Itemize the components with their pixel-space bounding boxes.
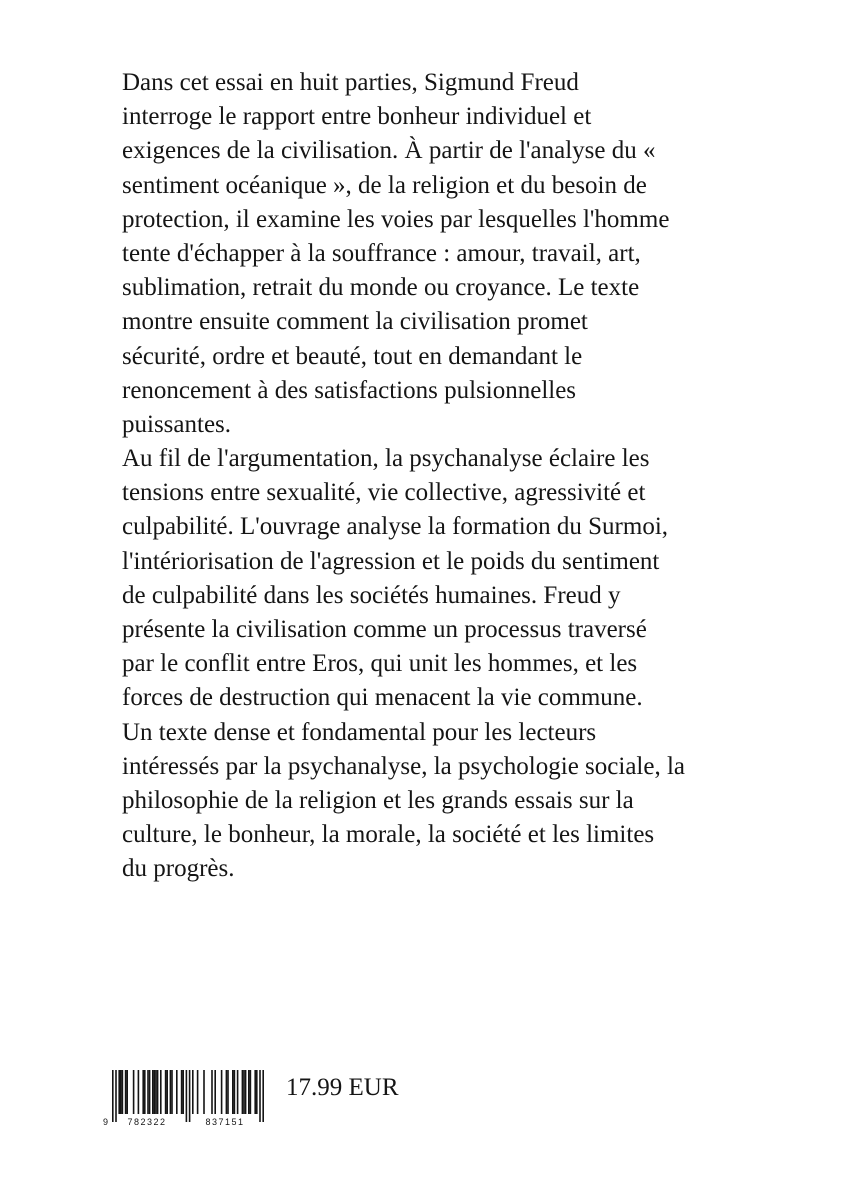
- text-line: culture, le bonheur, la morale, la société et les limites: [122, 821, 655, 849]
- barcode-bar: [186, 1070, 188, 1122]
- barcode-bar: [245, 1070, 247, 1114]
- barcode-bar: [157, 1070, 159, 1114]
- barcode-bar: [155, 1070, 157, 1114]
- barcode-bar: [250, 1070, 252, 1114]
- barcode-bar: [147, 1070, 149, 1114]
- text-line: exigences de la civilisation. À partir de l'analyse du «: [122, 137, 656, 165]
- barcode-bar: [170, 1070, 172, 1114]
- barcode-right-digits: 837151: [205, 1117, 245, 1127]
- barcode-lead-digit: 9: [103, 1117, 109, 1127]
- paragraph-3: [122, 716, 722, 887]
- text-line: sécurité, ordre et beauté, tout en demandant le: [122, 342, 583, 370]
- text-line: du progrès.: [122, 855, 235, 883]
- barcode-bar: [243, 1070, 245, 1114]
- barcode-bar: [227, 1070, 229, 1114]
- barcode-bar: [171, 1070, 173, 1114]
- barcode-bar: [138, 1070, 140, 1114]
- barcode-bar: [221, 1070, 223, 1114]
- text-line: de culpabilité dans les sociétés humaines. Freud y: [122, 581, 621, 609]
- barcode-bar: [211, 1070, 213, 1114]
- barcode-bar: [125, 1070, 127, 1114]
- barcode-bar: [166, 1070, 168, 1114]
- text-line: protection, il examine les voies par lesquelles l'homme: [122, 205, 670, 233]
- barcode-bar: [142, 1070, 144, 1114]
- barcode-bar: [234, 1070, 236, 1114]
- text-line: intéressés par la psychanalyse, la psychologie sociale, la: [122, 752, 686, 780]
- barcode-bar: [126, 1070, 128, 1114]
- text-line: sublimation, retrait du monde ou croyance. Le texte: [122, 274, 640, 302]
- barcode-bar: [242, 1070, 244, 1114]
- barcode-bar: [118, 1070, 120, 1114]
- barcode-bar: [214, 1070, 216, 1114]
- price-label: 17.99 EUR: [286, 1074, 399, 1101]
- barcode-bar: [133, 1070, 135, 1114]
- barcode-bar: [160, 1070, 162, 1114]
- text-line: montre ensuite comment la civilisation promet: [122, 308, 588, 336]
- barcode-bar: [248, 1070, 250, 1114]
- text-line: tente d'échapper à la souffrance : amour, travail, art,: [122, 239, 641, 267]
- barcode-bar: [256, 1070, 258, 1114]
- barcode-bar: [226, 1070, 228, 1114]
- barcode-bar: [189, 1070, 191, 1122]
- barcode-bar: [152, 1070, 154, 1114]
- barcode-bar: [182, 1070, 184, 1114]
- text-line: sentiment océanique », de la religion et du besoin de: [122, 171, 647, 199]
- barcode-bar: [154, 1070, 156, 1114]
- text-line: renoncement à des satisfactions pulsionnelles: [122, 376, 577, 404]
- text-line: Au fil de l'argumentation, la psychanalyse éclaire les: [122, 445, 650, 473]
- barcode-bar: [115, 1070, 117, 1122]
- barcode-bar: [176, 1070, 178, 1114]
- barcode-bar: [254, 1070, 256, 1114]
- text-line: forces de destruction qui menacent la vie commune.: [122, 684, 643, 712]
- barcode-bar: [232, 1070, 234, 1114]
- description-text: [122, 66, 722, 887]
- barcode-bar: [203, 1070, 205, 1114]
- barcode-bar: [262, 1070, 264, 1122]
- barcode-bars: [112, 1070, 264, 1122]
- barcode-bar: [197, 1070, 199, 1114]
- barcode-bar: [237, 1070, 239, 1114]
- paragraph-2: [122, 442, 722, 716]
- barcode-bar: [144, 1070, 146, 1114]
- text-line: Un texte dense et fondamental pour les lecteurs: [122, 718, 597, 746]
- barcode-bar: [165, 1070, 167, 1114]
- barcode-bar: [112, 1070, 114, 1122]
- text-line: présente la civilisation comme un processus traversé: [122, 616, 647, 643]
- text-line: par le conflit entre Eros, qui unit les hommes, et les: [122, 650, 638, 678]
- text-line: culpabilité. L'ouvrage analyse la formation du Surmoi,: [122, 513, 669, 541]
- text-line: l'intériorisation de l'agression et le poids du sentiment: [122, 547, 660, 575]
- text-line: tensions entre sexualité, vie collective, agressivité et: [122, 479, 646, 507]
- text-line: philosophie de la religion et les grands essais sur la: [122, 786, 634, 814]
- paragraph-1: [122, 66, 722, 442]
- barcode-bar: [122, 1070, 124, 1114]
- text-line: interroge le rapport entre bonheur individuel et: [122, 103, 592, 131]
- barcode-left-digits: 782322: [127, 1117, 167, 1127]
- barcode-bar: [120, 1070, 122, 1114]
- barcode-bar: [181, 1070, 183, 1114]
- barcode-graphic: [100, 1068, 275, 1128]
- text-line: puissantes.: [122, 410, 232, 438]
- barcode-bar: [149, 1070, 151, 1114]
- barcode-bar: [192, 1070, 194, 1114]
- text-line: Dans cet essai en huit parties, Sigmund Freud: [122, 69, 579, 96]
- barcode-bar: [259, 1070, 261, 1122]
